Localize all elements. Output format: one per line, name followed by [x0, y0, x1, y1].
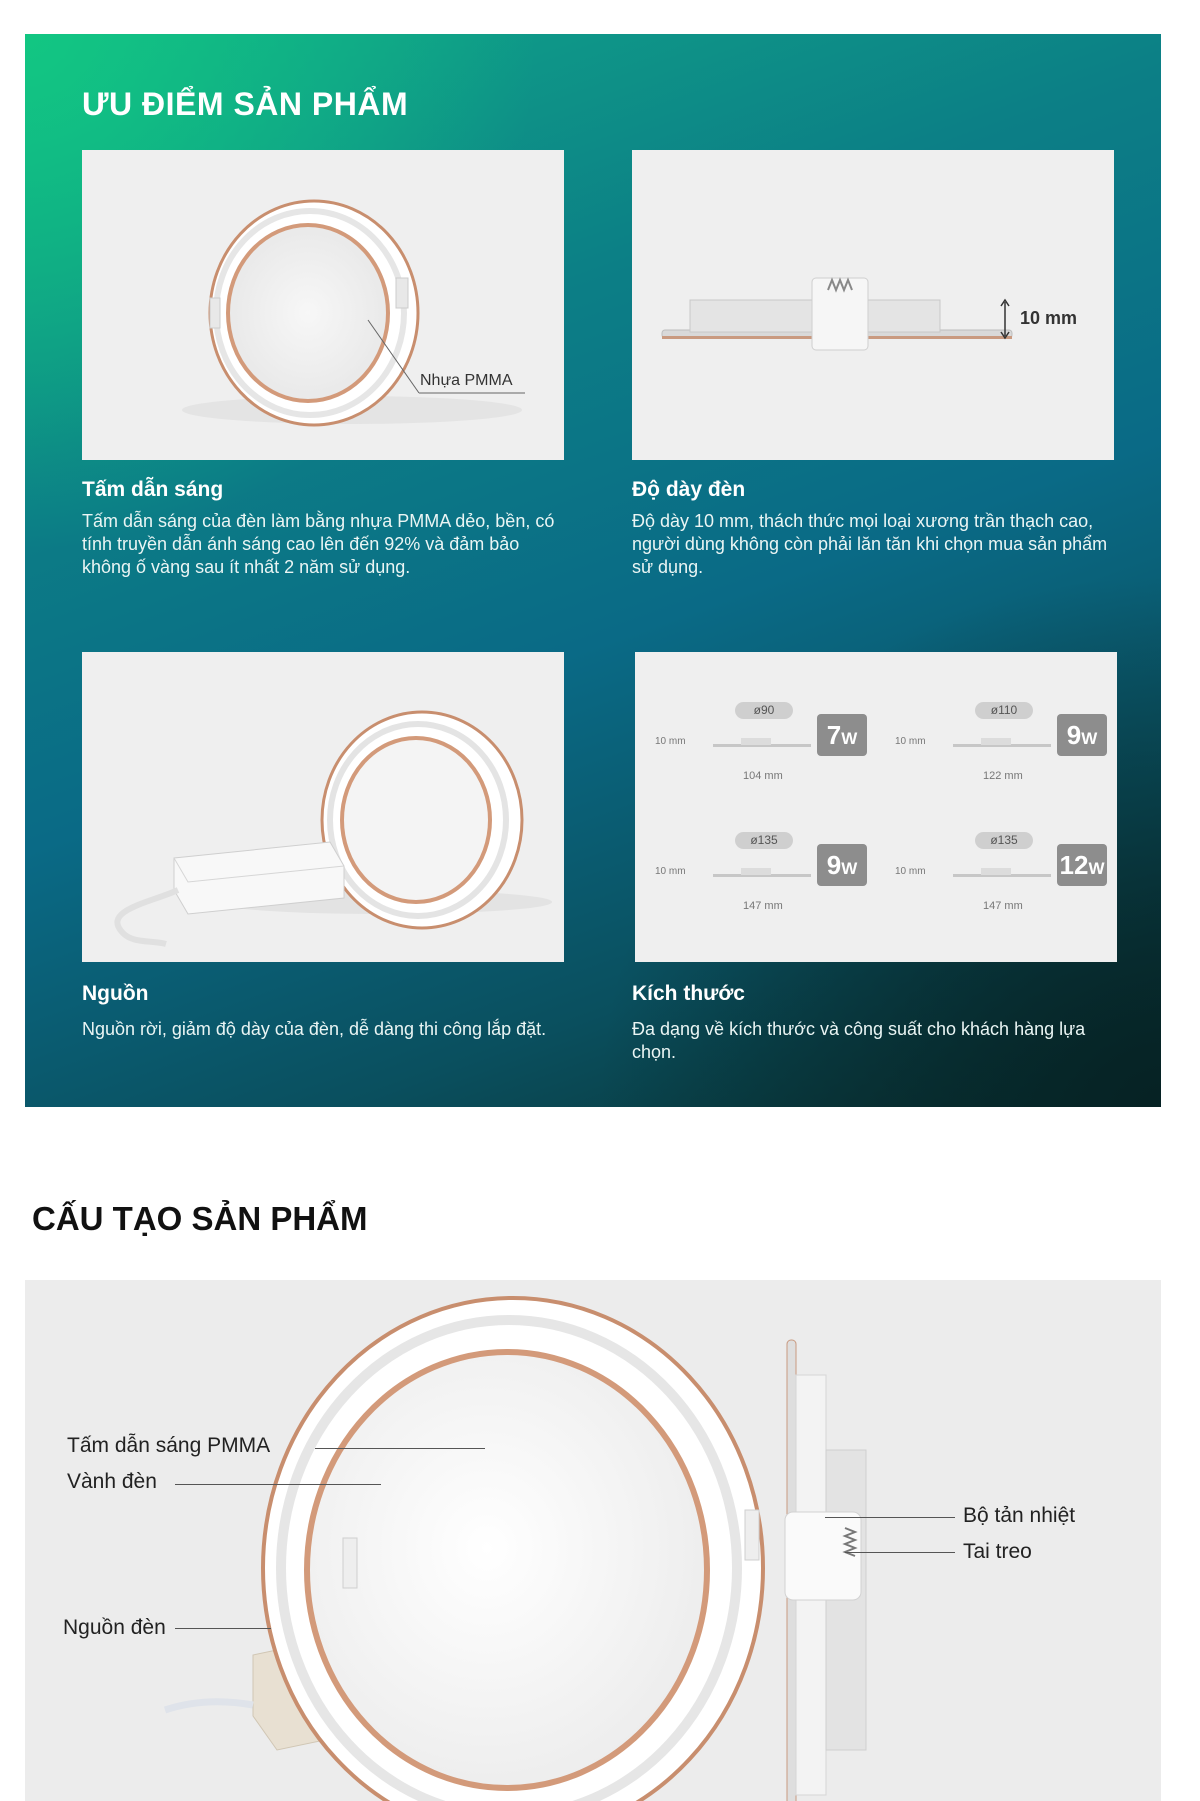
leader-heatsink: [825, 1517, 955, 1518]
mini-light-icon: [713, 868, 811, 878]
thickness-text: 10 mm: [655, 866, 686, 877]
card-desc-thickness: Độ dày 10 mm, thách thức mọi loại xương trần thạch cao, người dùng không còn phải lăn tăn khi chọn mua sản phẩm sử dụng.: [632, 511, 1108, 577]
thickness-text: 10 mm: [655, 736, 686, 747]
watt-unit: W: [1081, 729, 1098, 748]
side-profile-illustration: [632, 150, 1114, 460]
thickness-label: 10 mm: [1020, 308, 1078, 328]
diameter-pill: ø135: [975, 832, 1033, 849]
label-clip: Tai treo: [963, 1540, 1032, 1563]
mini-light-icon: [953, 868, 1051, 878]
watt-unit: W: [841, 859, 858, 878]
diameter-pill: ø110: [975, 702, 1033, 719]
thickness-image: [632, 150, 1114, 460]
size-cell: [655, 832, 885, 942]
card-desc-size: Đa dạng về kích thước và công suất cho khách hàng lựa chọn.: [632, 1019, 1086, 1062]
size-cell: [895, 832, 1117, 942]
watt-value: 7: [826, 720, 842, 750]
watt-badge: [817, 844, 867, 886]
card-title-driver: Nguồn: [82, 982, 149, 1005]
watt-value: 12: [1059, 850, 1089, 880]
pmma-panel-image: [82, 150, 564, 460]
sizes-image: [635, 652, 1117, 962]
watt-unit: W: [1088, 859, 1105, 878]
size-cell: [655, 702, 885, 812]
leader-driver: [175, 1628, 271, 1629]
width-text: 122 mm: [983, 770, 1023, 782]
advantages-title: ƯU ĐIỂM SẢN PHẨM: [82, 86, 409, 122]
thickness-text: 10 mm: [895, 736, 926, 747]
leader-rim: [175, 1484, 381, 1485]
card-desc-driver: Nguồn rời, giảm độ dày của đèn, dễ dàng thi công lắp đặt.: [82, 1019, 547, 1039]
label-pmma: Tấm dẫn sáng PMMA: [67, 1434, 271, 1457]
advantages-section: [25, 34, 1161, 1107]
size-cell: [895, 702, 1117, 812]
structure-section: [25, 1280, 1161, 1801]
width-text: 147 mm: [743, 900, 783, 912]
card-desc-light-guide: Tấm dẫn sáng của đèn làm bằng nhựa PMMA dẻo, bền, có tính truyền dẫn ánh sáng cao lên đến 92% và đảm bảo không ố vàng sau ít nhất 2 năm sử dụng.: [82, 511, 555, 577]
watt-badge: [1057, 844, 1107, 886]
label-heatsink: Bộ tản nhiệt: [963, 1504, 1076, 1527]
driver-light-illustration: [82, 652, 564, 962]
label-rim: Vành đèn: [67, 1470, 157, 1493]
leader-clip: [845, 1552, 955, 1553]
driver-image: [82, 652, 564, 962]
leader-pmma: [315, 1448, 485, 1449]
watt-value: 9: [826, 850, 842, 880]
watt-unit: W: [841, 729, 858, 748]
watt-badge: [817, 714, 867, 756]
round-light-illustration: [82, 150, 564, 460]
structure-title: CẤU TẠO SẢN PHẨM: [32, 1200, 368, 1237]
width-text: 104 mm: [743, 770, 783, 782]
card-title-size: Kích thước: [632, 982, 745, 1005]
mini-light-icon: [953, 738, 1051, 748]
pmma-label: Nhựa PMMA: [420, 372, 513, 389]
thickness-text: 10 mm: [895, 866, 926, 877]
card-title-light-guide: Tấm dẫn sáng: [82, 478, 224, 501]
diameter-pill: ø90: [735, 702, 793, 719]
watt-badge: [1057, 714, 1107, 756]
mini-light-icon: [713, 738, 811, 748]
card-title-thickness: Độ dày đèn: [632, 478, 746, 501]
width-text: 147 mm: [983, 900, 1023, 912]
label-driver: Nguồn đèn: [63, 1616, 166, 1639]
watt-value: 9: [1066, 720, 1082, 750]
diameter-pill: ø135: [735, 832, 793, 849]
